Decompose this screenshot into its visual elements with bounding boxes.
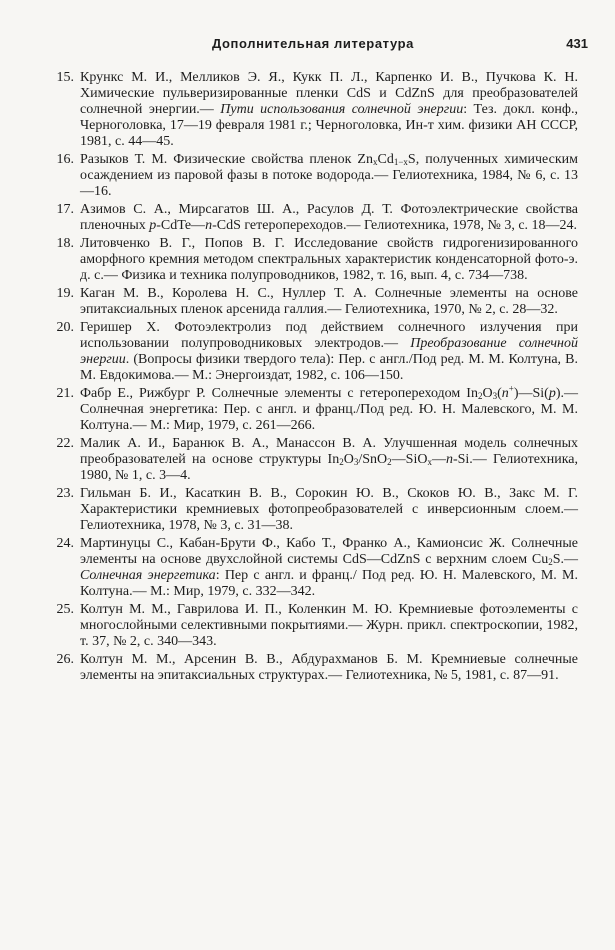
reference-number: 18. — [56, 236, 74, 251]
subscript: 3 — [492, 391, 498, 401]
subscript: 1−x — [393, 157, 408, 167]
text-run: ( — [497, 386, 502, 401]
reference-text — [80, 436, 578, 484]
reference-number: 20. — [56, 320, 74, 335]
reference-item — [40, 602, 578, 650]
text-run: Литовченко В. Г., Попов В. Г. Исследование свойств гидрогенизированного аморфного кремния методом спектральных характеристик конденсаторной фото-э. д. с.— Физика и техника полупроводников, 1982, т. 16, вып. 4, с. 734—738. — [80, 236, 578, 283]
reference-text — [80, 286, 578, 318]
reference-item — [40, 70, 578, 150]
text-run: Крункс М. И., Мелликов Э. Я., Кукк П. Л., Карпенко И. В., Пучкова К. Н. Химические пульверизированные пленки CdS и CdZnS для преобразователей солнечной энергии.— — [80, 70, 578, 117]
reference-text — [80, 602, 578, 650]
text-run: Фабр Е., Рижбург Р. Солнечные элементы с гетеропереходом In — [80, 386, 478, 401]
text-run: — — [431, 452, 446, 467]
reference-item — [40, 536, 578, 600]
reference-item — [40, 152, 578, 200]
reference-item — [40, 486, 578, 534]
text-run: Мартинуцы С., Кабан-Брути Ф., Кабо Т., Франко А., Камионсис Ж. Солнечные элементы на основе двухслойной системы CdS—CdZnS с верхним слоем Cu — [80, 536, 578, 567]
reference-item — [40, 436, 578, 484]
reference-number: 22. — [56, 436, 74, 451]
section-title: Дополнительная литература — [212, 36, 414, 51]
subscript: 3 — [353, 457, 359, 467]
italic-run: p — [548, 386, 556, 401]
text-run: Гильман Б. И., Касаткин В. В., Сорокин Ю. В., Скоков Ю. В., Закс М. Г. Характеристики кремниевых фотопреобразователей с инверсионным слоем.— Гелиотехника, 1978, № 3, с. 31—38. — [80, 486, 578, 533]
reference-number: 25. — [56, 602, 74, 617]
text-run: /SnO — [358, 452, 388, 467]
text-run: -Si.— Гелиотехника, 1980, № 1, с. 3—4. — [80, 452, 579, 483]
text-run: Геришер Х. Фотоэлектролиз под действием солнечного излучения при использовании полупроводниковых электродов.— — [80, 320, 578, 351]
text-run: Азимов С. А., Мирсагатов Ш. А., Расулов Д. Т. Фотоэлектрические свойства пленочных — [80, 202, 578, 233]
text-run: S.— — [552, 552, 578, 567]
running-header — [40, 36, 588, 56]
text-run: S, полученных химическим осаждением из паровой фазы в потоке водорода.— Гелиотехника, 1984, № 6, с. 13—16. — [80, 152, 578, 199]
italic-run: Солнечная энергетика — [80, 568, 216, 583]
subscript: 2 — [477, 391, 483, 401]
reference-item — [40, 320, 578, 384]
text-run: -CdTe— — [156, 218, 206, 233]
reference-item — [40, 383, 578, 434]
reference-number: 26. — [56, 652, 74, 667]
text-run: : Тез. докл. конф., Черноголовка, 17—19 февраля 1981 г.; Черноголовка, Ин-т хим. физики АН СССР, 1981, с. 44—45. — [80, 102, 578, 149]
italic-run: Пути использования солнечной энергии — [220, 102, 464, 117]
subscript: x — [372, 157, 378, 167]
subscript: 2 — [548, 557, 553, 567]
text-run: . (Вопросы физики твердого тела): Пер. с англ./Под ред. М. М. Колтуна, В. М. Евдокимова.— М.: Энергоиздат, 1982, с. 106—150. — [80, 352, 578, 383]
reference-text — [80, 536, 578, 600]
text-run: O — [482, 386, 493, 401]
reference-item — [40, 652, 578, 684]
text-run: Малик А. И., Баранюк В. А., Манассон В. А. Улучшенная модель солнечных преобразователей на основе структуры In — [80, 436, 578, 467]
text-run: )—Si( — [513, 386, 549, 401]
italic-run: Преобразование солнечной энергии — [80, 336, 578, 367]
superscript: + — [508, 383, 514, 394]
italic-run: n — [445, 452, 453, 467]
italic-run: p — [149, 218, 157, 233]
text-run: -CdS гетеропереходов.— Гелиотехника, 1978, № 3, с. 18—24. — [212, 218, 578, 233]
text-run: Разыков Т. М. Физические свойства пленок Zn — [80, 152, 373, 167]
reference-item — [40, 236, 578, 284]
reference-text — [80, 152, 578, 200]
text-run: —SiO — [391, 452, 428, 467]
italic-run: n — [501, 386, 509, 401]
reference-text — [80, 320, 578, 384]
reference-number: 24. — [56, 536, 74, 551]
text-run: O — [343, 452, 354, 467]
reference-text — [80, 70, 578, 150]
italic-run: n — [205, 218, 213, 233]
reference-text — [80, 202, 578, 234]
reference-number: 15. — [56, 70, 74, 85]
subscript: x — [427, 457, 432, 467]
text-run: Колтун М. М., Арсенин В. В., Абдурахманов Б. М. Кремниевые солнечные элементы на эпитаксиальных структурах.— Гелиотехника, № 5, 1981, с. 87—91. — [80, 652, 578, 683]
reference-text — [80, 486, 578, 534]
text-run: Каган М. В., Королева Н. С., Нуллер Т. А. Солнечные элементы на основе эпитаксиальных пленок арсенида галлия.— Гелиотехника, 1970, № 2, с. 28—32. — [80, 286, 578, 317]
reference-number: 23. — [56, 486, 74, 501]
text-run: : Пер с англ. и франц./ Под ред. Ю. Н. Малевского, М. М. Колтуна.— М.: Мир, 1979, с. 332—342. — [80, 568, 578, 599]
text-run: Колтун М. М., Гаврилова И. П., Коленкин М. Ю. Кремниевые фотоэлементы с многослойными селективными покрытиями.— Журн. прикл. спектроскопии, 1982, т. 37, № 2, с. 340—343. — [80, 602, 578, 649]
reference-text — [80, 383, 578, 434]
reference-item — [40, 202, 578, 234]
reference-number: 16. — [56, 152, 74, 167]
page-number: 431 — [566, 36, 588, 51]
text-run: ).— Солнечная энергетика: Пер. с англ. и франц./Под ред. Ю. Н. Малевского, М. М. Колтуна.— М.: Мир, 1979, с. 261—266. — [80, 386, 578, 433]
subscript: 2 — [339, 457, 344, 467]
subscript: 2 — [387, 457, 392, 467]
reference-list — [40, 70, 578, 686]
reference-text — [80, 652, 578, 684]
reference-number: 21. — [56, 386, 74, 401]
reference-text — [80, 236, 578, 284]
text-run: Cd — [377, 152, 394, 167]
reference-number: 17. — [56, 202, 74, 217]
reference-item — [40, 286, 578, 318]
reference-number: 19. — [56, 286, 74, 301]
